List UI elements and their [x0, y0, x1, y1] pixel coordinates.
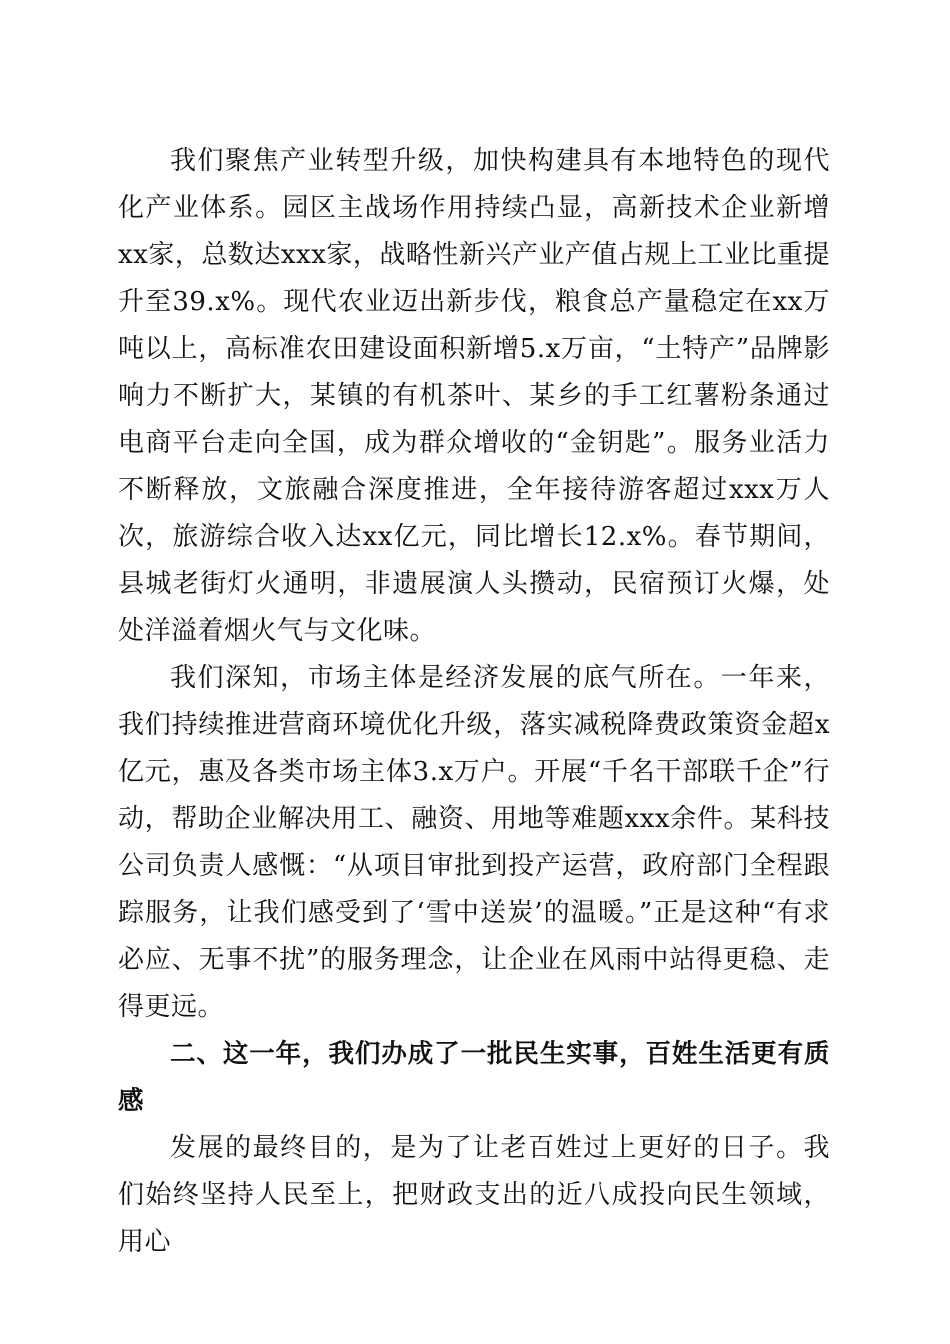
paragraph-market: 我们深知，市场主体是经济发展的底气所在。一年来，我们持续推进营商环境优化升级，落实减税降费政策资金超x亿元，惠及各类市场主体3.x万户。开展“千名干部联千企”行动，帮助企业解决用工、融资、用地等难题xxx余件。某科技公司负责人感慨：“从项目审批到投产运营，政府部门全程跟踪服务，让我们感受到了‘雪中送炭’的温暖。”正是这种“有求必应、无事不扰”的服务理念，让企业在风雨中站得更稳、走得更远。 — [118, 663, 830, 1022]
paragraph-industry: 我们聚焦产业转型升级，加快构建具有本地特色的现代化产业体系。园区主战场作用持续凸显，高新技术企业新增xx家，总数达xxx家，战略性新兴产业产值占规上工业比重提升至39.x%。现代农业迈出新步伐，粮食总产量稳定在xx万吨以上，高标准农田建设面积新增5.x万亩，“土特产”品牌影响力不断扩大，某镇的有机茶叶、某乡的手工红薯粉条通过电商平台走向全国，成为群众增收的“金钥匙”。服务业活力不断释放，文旅融合深度推进，全年接待游客超过xxx万人次，旅游综合收入达xx亿元，同比增长12.x%。春节期间，县城老街灯火通明，非遗展演人头攒动，民宿预订火爆，处处洋溢着烟火气与文化味。 — [118, 146, 830, 646]
document-page — [118, 138, 830, 1266]
paragraph-livelihood: 发展的最终目的，是为了让老百姓过上更好的日子。我们始终坚持人民至上，把财政支出的近八成投向民生领域，用心 — [118, 1133, 830, 1257]
section-heading: 二、这一年，我们办成了一批民生实事，百姓生活更有质感 — [118, 1039, 830, 1116]
